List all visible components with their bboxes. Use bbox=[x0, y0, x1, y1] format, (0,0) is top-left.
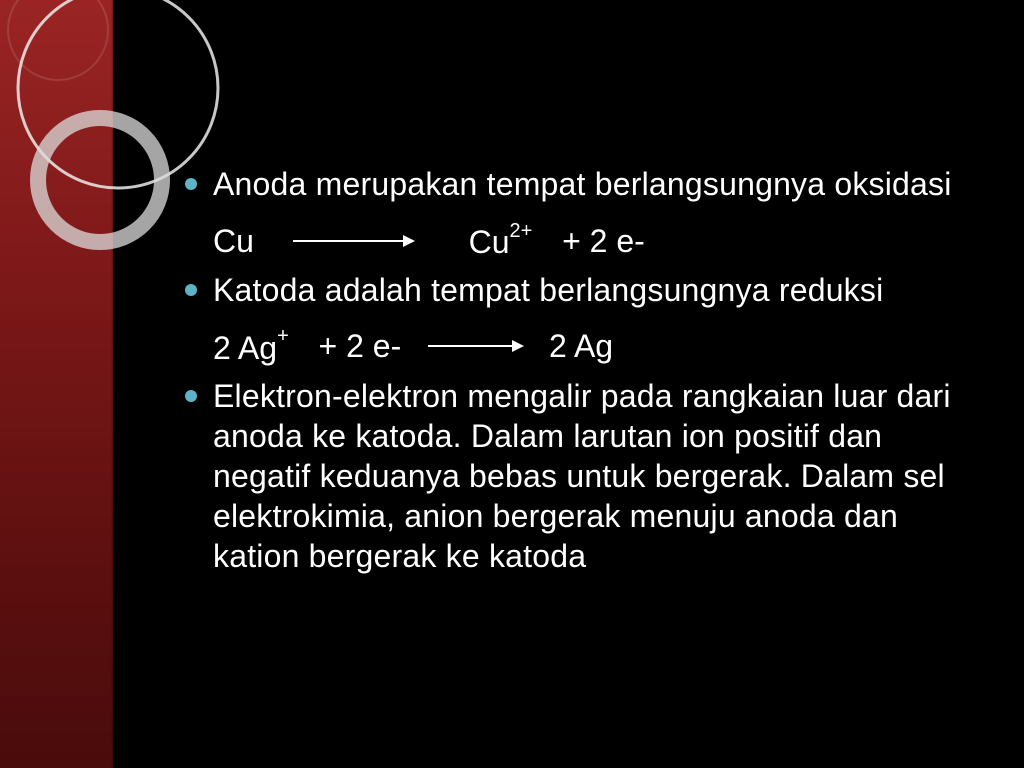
right-arrow-icon bbox=[291, 231, 419, 251]
bullet-text: Elektron-elektron mengalir pada rangkaian luar dari anoda ke katoda. Dalam larutan ion positif dan negatif keduanya bebas untuk bergerak. Dalam sel elektrokimia, anion bergerak menuju anoda dan kation bergerak ke katoda bbox=[213, 377, 951, 574]
equation-oxidation bbox=[185, 218, 985, 262]
eq2-reactant-charge: + bbox=[277, 325, 289, 348]
eq1-product-symbol: Cu bbox=[468, 223, 510, 260]
bullet-dot-icon bbox=[185, 284, 197, 296]
deco-circle-faint bbox=[8, 0, 108, 80]
eq2-reactant-symbol: 2 Ag bbox=[213, 329, 278, 366]
deco-circle-thick bbox=[38, 118, 162, 242]
eq2-reactant bbox=[213, 325, 289, 368]
bullet-item bbox=[185, 376, 985, 576]
eq1-product-charge: 2+ bbox=[509, 219, 533, 242]
bullet-dot-icon bbox=[185, 390, 197, 402]
eq2-electrons: + 2 e- bbox=[318, 328, 402, 365]
right-arrow-icon bbox=[426, 336, 526, 356]
equation-reduction bbox=[185, 324, 985, 368]
bullet-dot-icon bbox=[185, 178, 197, 190]
bullet-text: Anoda merupakan tempat berlangsungnya oksidasi bbox=[213, 166, 952, 202]
slide-content bbox=[185, 164, 985, 576]
eq1-product bbox=[469, 219, 533, 262]
eq1-electrons: + 2 e- bbox=[562, 222, 645, 259]
bullet-text: Katoda adalah tempat berlangsungnya reduksi bbox=[213, 271, 884, 308]
bullet-item bbox=[185, 270, 985, 310]
eq1-reactant: Cu bbox=[213, 222, 254, 259]
eq2-product: 2 Ag bbox=[549, 328, 614, 365]
bullet-item bbox=[185, 164, 985, 204]
